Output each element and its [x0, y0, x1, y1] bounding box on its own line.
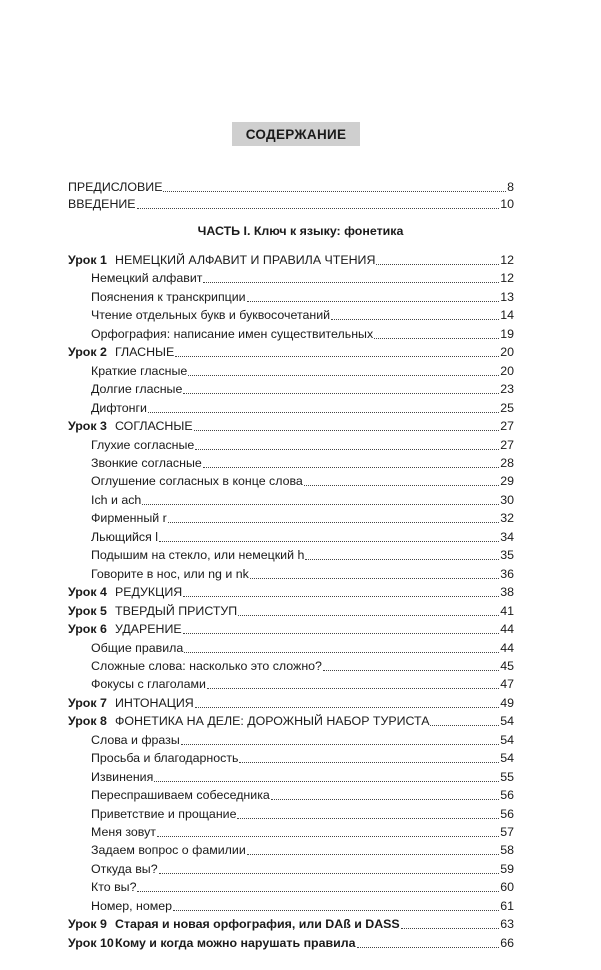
leader-dots [181, 744, 499, 745]
toc-row-page: 32 [500, 511, 514, 526]
toc-row-page: 54 [500, 751, 514, 766]
toc-row-title: Чтение отдельных букв и буквосочетаний [91, 308, 331, 323]
leader-dots [183, 393, 499, 394]
toc-row-page: 19 [500, 326, 514, 341]
lesson-number: Урок 3 [68, 419, 107, 433]
toc-row-page: 25 [500, 400, 514, 415]
leader-dots [154, 781, 499, 782]
toc-row-title: Звонкие согласные [91, 455, 202, 470]
leader-dots [184, 652, 499, 653]
leader-dots [271, 799, 499, 800]
toc-row-page: 29 [500, 474, 514, 489]
toc-lesson-row [68, 618, 514, 637]
toc-row-title: Кто вы? [91, 880, 137, 895]
toc-subsection-row [91, 858, 514, 877]
leader-dots [374, 338, 499, 339]
toc-row-page: 49 [500, 695, 514, 710]
leader-dots [183, 596, 499, 597]
toc-row-title: Ich и ach [91, 492, 142, 507]
toc-row-page: 47 [500, 677, 514, 692]
leader-dots [207, 688, 499, 689]
toc-row-title: Задаем вопрос о фамилии [91, 843, 246, 858]
toc-row-title: РЕДУКЦИЯ [115, 585, 183, 600]
lesson-number: Урок 10 [68, 935, 114, 950]
toc-subsection-row [91, 803, 514, 822]
toc-row-title: Приветствие и прощание [91, 806, 237, 821]
toc-row-title: Подышим на стекло, или немецкий h [91, 548, 305, 563]
toc-row-page: 44 [500, 622, 514, 636]
toc-subsection-row [91, 839, 514, 858]
leader-dots [183, 633, 500, 634]
toc-row-title: Общие правила [91, 640, 184, 655]
leader-dots [304, 485, 499, 486]
toc-row-title: ТВЕРДЫЙ ПРИСТУП [115, 603, 238, 618]
toc-row-title: УДАРЕНИЕ [115, 622, 182, 636]
toc-lesson-row [68, 913, 514, 932]
toc-lesson-row [68, 415, 514, 434]
toc-row-title: Кому и когда можно нарушать правила [115, 935, 356, 950]
toc-row-page: 23 [500, 382, 514, 397]
toc-row-page: 27 [500, 437, 514, 452]
toc-row-page: 61 [500, 898, 514, 913]
lesson-number: Урок 6 [68, 622, 107, 636]
toc-row-title: Долгие гласные [91, 382, 183, 397]
toc-row-page: 54 [500, 714, 514, 729]
toc-row-page: 60 [500, 880, 514, 895]
toc-row-page: 36 [500, 566, 514, 581]
leader-dots [323, 670, 499, 671]
toc-subsection-row [91, 526, 514, 545]
toc-row-title: Орфография: написание имен существительных [91, 326, 374, 341]
toc-row-page: 12 [500, 271, 514, 286]
toc-row-page: 54 [500, 732, 514, 747]
toc-row-title: Извинения [91, 769, 154, 784]
toc-subsection-row [91, 895, 514, 914]
leader-dots [238, 615, 499, 616]
leader-dots [142, 504, 499, 505]
toc-row-title: Переспрашиваем собеседника [91, 788, 270, 802]
toc-row-page: 63 [500, 917, 514, 932]
toc-row-title: ВВЕДЕНИЕ [68, 197, 136, 211]
leader-dots [194, 430, 500, 431]
leader-dots [247, 301, 500, 302]
toc-row-title: Фокусы с глаголами [91, 677, 206, 692]
toc-row-page: 44 [500, 640, 514, 655]
toc-row-page: 34 [500, 529, 514, 544]
toc-row-page: 28 [500, 455, 514, 470]
toc-row-page: 38 [500, 585, 514, 600]
toc-row-title: Глухие согласные [91, 437, 195, 452]
toc-row-title: ПРЕДИСЛОВИЕ [68, 180, 163, 194]
leader-dots [137, 208, 500, 209]
leader-dots [250, 578, 499, 579]
toc-row-page: 20 [500, 363, 514, 378]
toc-row-title: ФОНЕТИКА НА ДЕЛЕ: ДОРОЖНЫЙ НАБОР ТУРИСТА [115, 714, 430, 729]
lesson-number: Урок 1 [68, 253, 107, 267]
leader-dots [159, 873, 500, 874]
toc-subsection-row [91, 286, 514, 305]
toc-lesson-row [68, 600, 514, 619]
toc-subsection-row [91, 784, 514, 803]
toc-row-page: 45 [500, 658, 514, 673]
toc-row-title: Оглушение согласных в конце слова [91, 474, 303, 489]
toc-row-title: СОГЛАСНЫЕ [115, 419, 193, 433]
toc-row-title: Дифтонги [91, 400, 147, 415]
toc-row-introduction [68, 193, 514, 212]
toc-subsection-row [91, 876, 514, 895]
toc-lesson-row [68, 710, 514, 729]
toc-row-page: 20 [500, 345, 514, 360]
toc-row-title: Пояснения к транскрипции [91, 289, 246, 304]
toc-row-page: 55 [500, 769, 514, 784]
toc-subsection-row [91, 544, 514, 563]
toc-row-page: 56 [500, 806, 514, 821]
toc-lesson-row [68, 581, 514, 600]
leader-dots [173, 910, 499, 911]
toc-row-title: Просьба и благодарность [91, 751, 239, 766]
leader-dots [239, 762, 499, 763]
leader-dots [247, 854, 499, 855]
leader-dots [163, 191, 506, 192]
toc-row-title: Слова и фразы [91, 732, 180, 747]
leader-dots [175, 356, 499, 357]
toc-row-title: Номер, номер [91, 898, 173, 913]
toc-subsection-row [91, 267, 514, 286]
toc-row-title: Немецкий алфавит [91, 271, 203, 286]
toc-row-page: 41 [500, 603, 514, 618]
leader-dots [159, 541, 499, 542]
toc-row-page: 35 [500, 548, 514, 563]
toc-subsection-row [91, 452, 514, 471]
toc-subsection-row [91, 360, 514, 379]
toc-title: СОДЕРЖАНИЕ [232, 122, 360, 146]
toc-row-page: 14 [500, 308, 514, 323]
toc-subsection-row [91, 766, 514, 785]
toc-lesson-row [68, 341, 514, 360]
leader-dots [157, 836, 499, 837]
toc-row-title: Краткие гласные [91, 363, 188, 378]
leader-dots [305, 559, 499, 560]
toc-row-page: 12 [500, 253, 514, 267]
toc-row-page: 57 [500, 824, 514, 839]
lesson-number: Урок 7 [68, 695, 107, 710]
leader-dots [195, 449, 499, 450]
toc-row-title: ИНТОНАЦИЯ [115, 695, 194, 710]
leader-dots [148, 412, 499, 413]
toc-subsection-row [91, 821, 514, 840]
toc-subsection-row [91, 655, 514, 674]
leader-dots [376, 264, 499, 265]
leader-dots [203, 467, 499, 468]
toc-row-page: 56 [500, 788, 514, 802]
lesson-number: Урок 9 [68, 917, 107, 932]
toc-row-title: ГЛАСНЫЕ [115, 345, 175, 360]
toc-subsection-row [91, 378, 514, 397]
toc-lesson-row [68, 249, 514, 268]
toc-row-title: Льющийся l [91, 529, 159, 544]
toc-subsection-row [91, 470, 514, 489]
leader-dots [188, 375, 499, 376]
toc-subsection-row [91, 673, 514, 692]
toc-lesson-row [68, 932, 514, 951]
toc-row-title: Меня зовут [91, 824, 156, 839]
toc-lesson-row [68, 692, 514, 711]
leader-dots [430, 725, 499, 726]
toc-row-page: 8 [507, 180, 514, 194]
lesson-number: Урок 8 [68, 714, 107, 729]
toc-row-page: 30 [500, 492, 514, 507]
leader-dots [203, 282, 499, 283]
toc-subsection-row [91, 747, 514, 766]
toc-row-page: 27 [500, 419, 514, 433]
leader-dots [331, 319, 499, 320]
toc-subsection-row [91, 397, 514, 416]
lesson-number: Урок 4 [68, 585, 107, 600]
lesson-number: Урок 2 [68, 345, 107, 360]
leader-dots [401, 928, 500, 929]
toc-row-title: Говорите в нос, или ng и nk [91, 566, 249, 581]
leader-dots [137, 891, 499, 892]
toc-subsection-row [91, 637, 514, 656]
lesson-number: Урок 5 [68, 603, 107, 618]
toc-subsection-row [91, 434, 514, 453]
toc-subsection-row [91, 323, 514, 342]
leader-dots [195, 707, 499, 708]
toc-row-page: 13 [500, 289, 514, 304]
toc-subsection-row [91, 304, 514, 323]
toc-row-title: Старая и новая орфография, или DAß и DASS [115, 917, 400, 932]
leader-dots [168, 522, 499, 523]
toc-row-title: Сложные слова: насколько это сложно? [91, 658, 322, 673]
toc-subsection-row [91, 489, 514, 508]
leader-dots [357, 947, 500, 948]
toc-subsection-row [91, 563, 514, 582]
toc-row-title: Фирменный r [91, 511, 167, 526]
toc-row-page: 66 [500, 935, 514, 950]
leader-dots [237, 818, 499, 819]
toc-subsection-row [91, 507, 514, 526]
toc-row-page: 58 [500, 843, 514, 858]
part-heading: ЧАСТЬ I. Ключ к языку: фонетика [197, 224, 404, 238]
toc-row-title: Откуда вы? [91, 861, 158, 876]
toc-row-page: 10 [500, 197, 514, 211]
toc-row-title: НЕМЕЦКИЙ АЛФАВИТ И ПРАВИЛА ЧТЕНИЯ [115, 253, 376, 267]
toc-row-page: 59 [500, 861, 514, 876]
toc-subsection-row [91, 729, 514, 748]
